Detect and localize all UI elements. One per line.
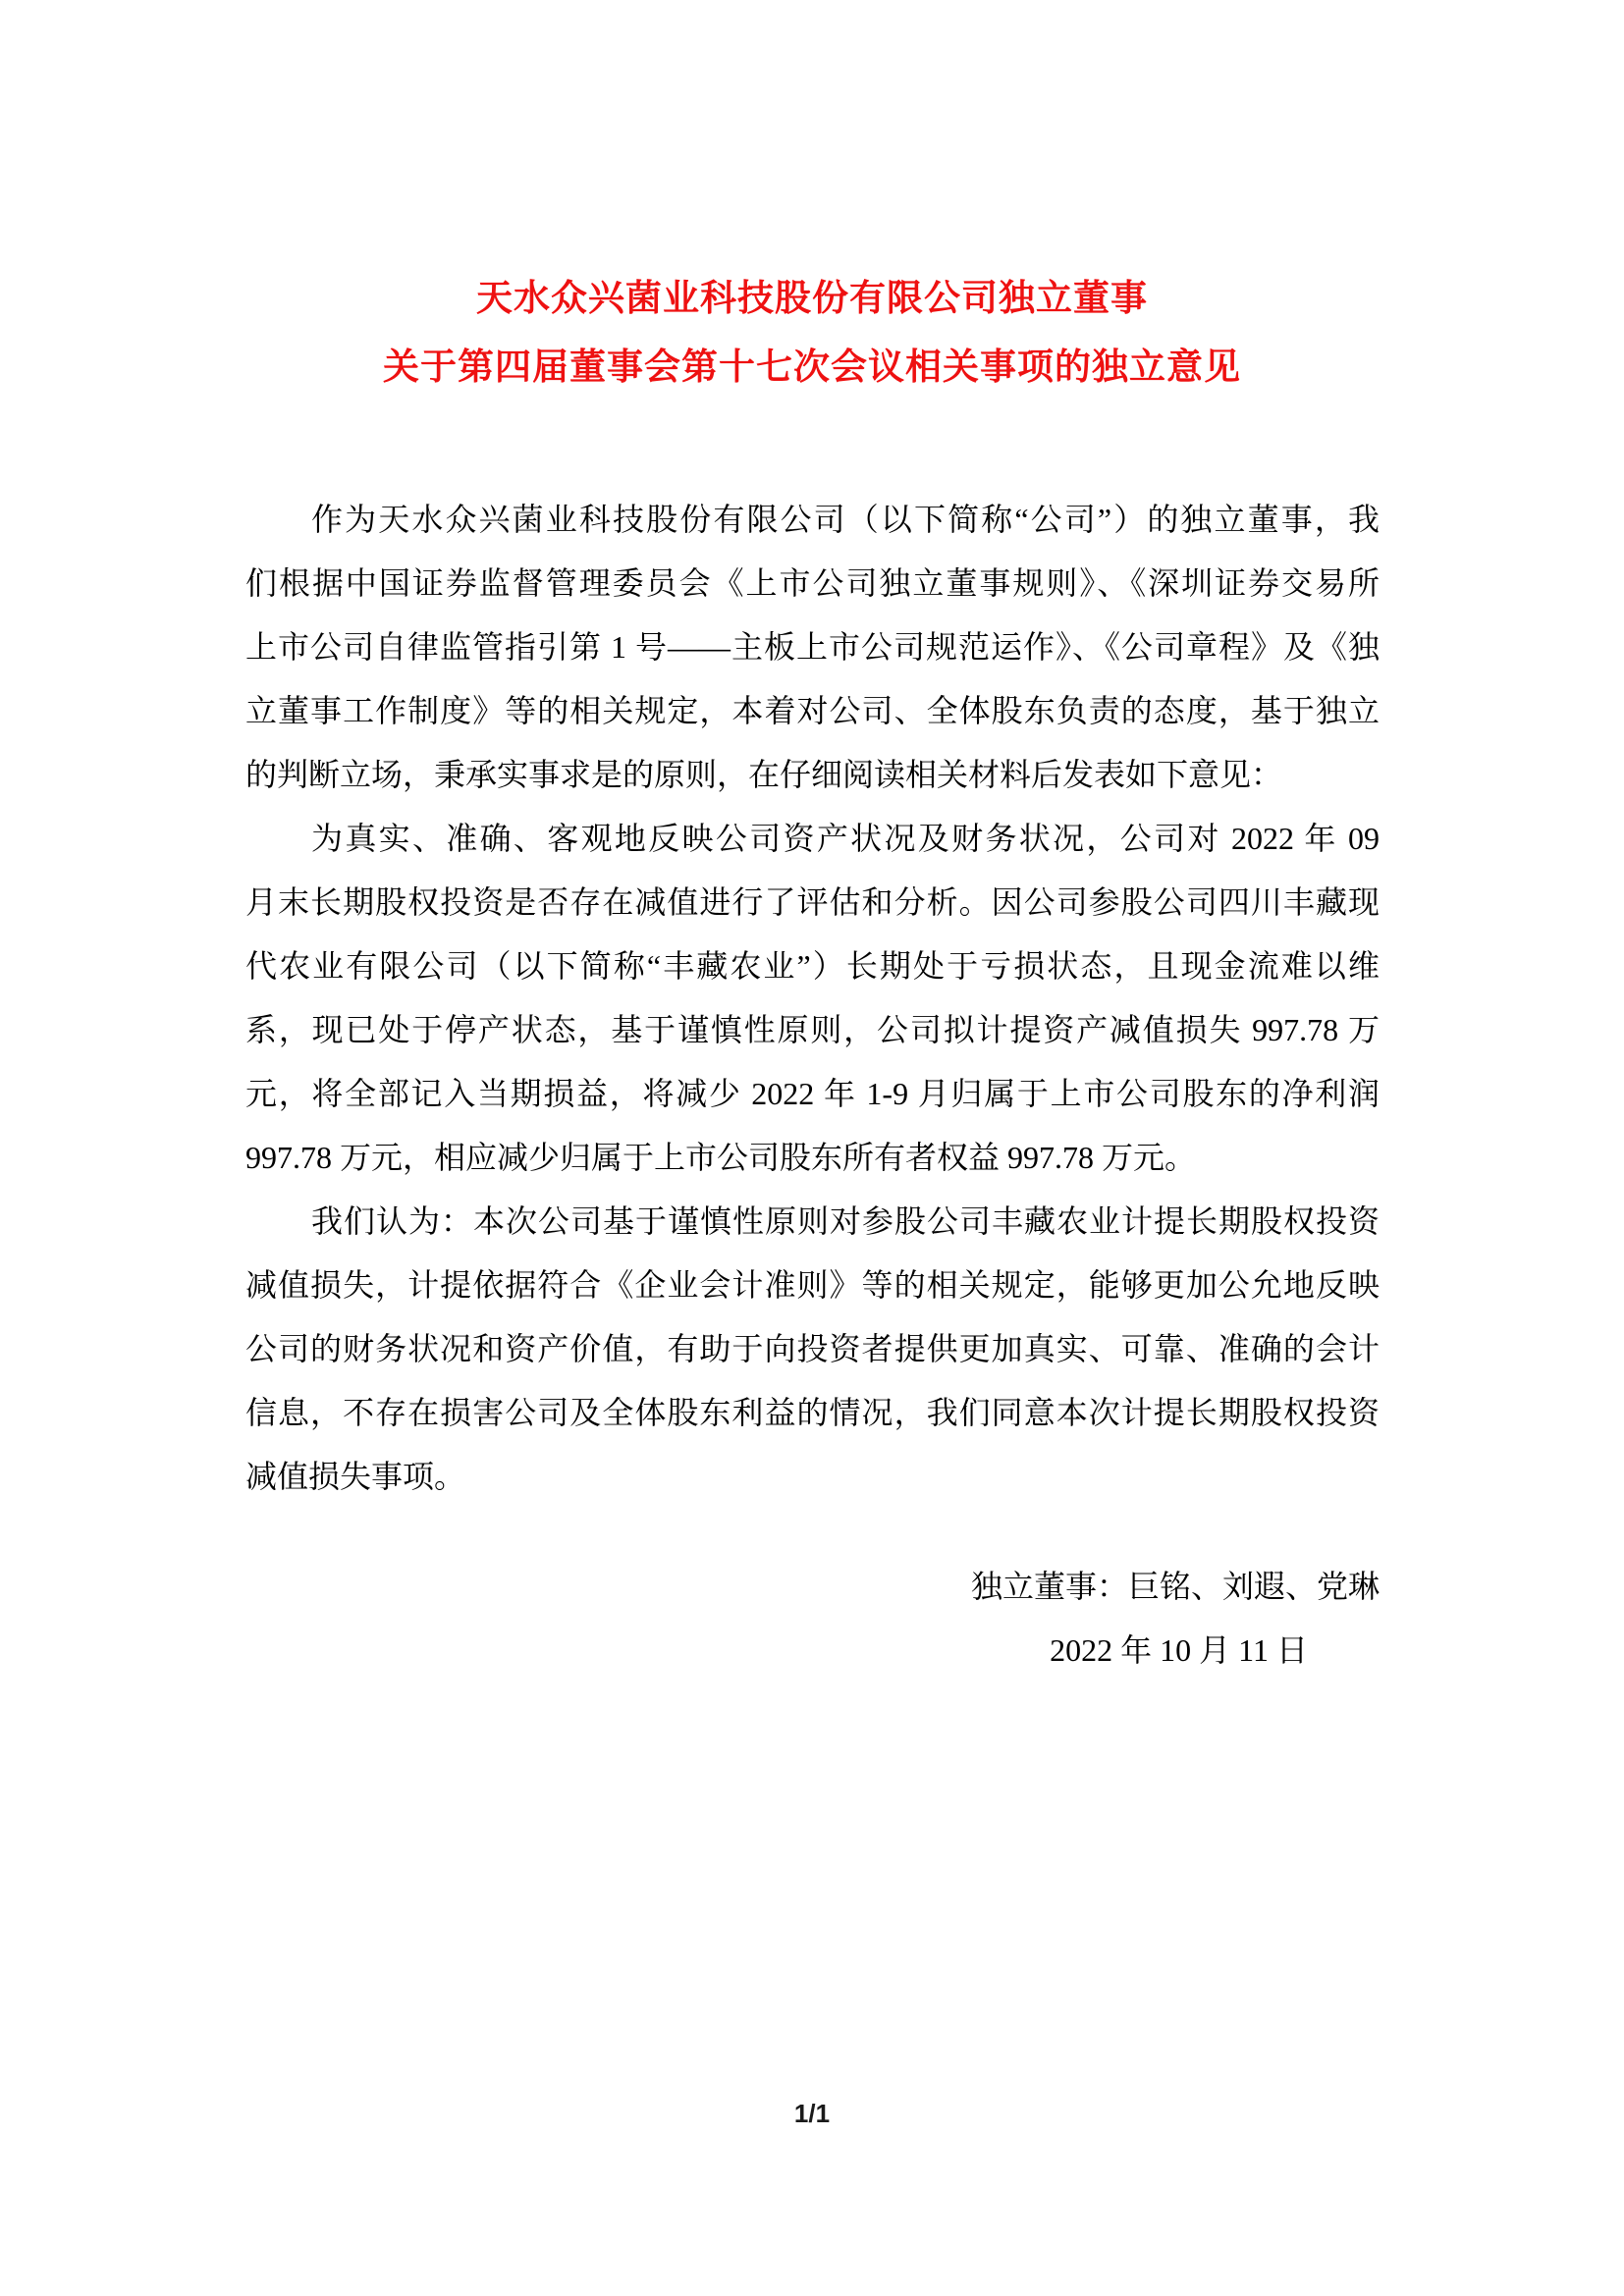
- body-line-11: 997.78 万元，相应减少归属于上市公司股东所有者权益 997.78 万元。: [245, 1140, 1197, 1175]
- body-line-4: 立董事工作制度》等的相关规定，本着对公司、全体股东负责的态度，基于独立: [245, 693, 1380, 728]
- body-line-14: 公司的财务状况和资产价值，有助于向投资者提供更加真实、可靠、准确的会计: [245, 1331, 1380, 1366]
- body-line-13: 减值损失，计提依据符合《企业会计准则》等的相关规定，能够更加公允地反映: [245, 1267, 1380, 1303]
- document-title: [0, 0, 1624, 402]
- date-line: 2022 年 10 月 11 日: [1050, 1632, 1308, 1668]
- body-line-5: 的判断立场，秉承实事求是的原则，在仔细阅读相关材料后发表如下意见：: [245, 757, 1283, 792]
- body-line-8: 代农业有限公司（以下简称“丰藏农业”）长期处于亏损状态，且现金流难以维: [245, 948, 1380, 984]
- signature-line: 独立董事：巨铭、刘遐、党琳: [970, 1569, 1380, 1604]
- title-line-2: 关于第四届董事会第十七次会议相关事项的独立意见: [383, 347, 1241, 388]
- page-number: 1/1: [793, 2099, 831, 2128]
- body-line-12: 我们认为：本次公司基于谨慎性原则对参股公司丰藏农业计提长期股权投资: [311, 1203, 1380, 1239]
- body-line-7: 月末长期股权投资是否存在减值进行了评估和分析。因公司参股公司四川丰藏现: [245, 884, 1380, 920]
- body-line-10: 元，将全部记入当期损益，将减少 2022 年 1-9 月归属于上市公司股东的净利润: [245, 1076, 1380, 1111]
- body-line-6: 为真实、准确、客观地反映公司资产状况及财务状况，公司对 2022 年 09: [311, 821, 1380, 856]
- signature-block: [245, 1555, 1380, 1682]
- body-line-9: 系，现已处于停产状态，基于谨慎性原则，公司拟计提资产减值损失 997.78 万: [245, 1012, 1380, 1047]
- body-line-3: 上市公司自律监管指引第 1 号——主板上市公司规范运作》、《公司章程》及《独: [245, 629, 1380, 665]
- document-body: [245, 488, 1380, 1509]
- body-line-15: 信息，不存在损害公司及全体股东利益的情况，我们同意本次计提长期股权投资: [245, 1395, 1380, 1430]
- body-line-1: 作为天水众兴菌业科技股份有限公司（以下简称“公司”）的独立董事，我: [311, 502, 1380, 537]
- body-line-16: 减值损失事项。: [245, 1459, 466, 1494]
- title-line-1: 天水众兴菌业科技股份有限公司独立董事: [476, 279, 1148, 319]
- body-line-2: 们根据中国证券监督管理委员会《上市公司独立董事规则》、《深圳证券交易所: [245, 565, 1380, 601]
